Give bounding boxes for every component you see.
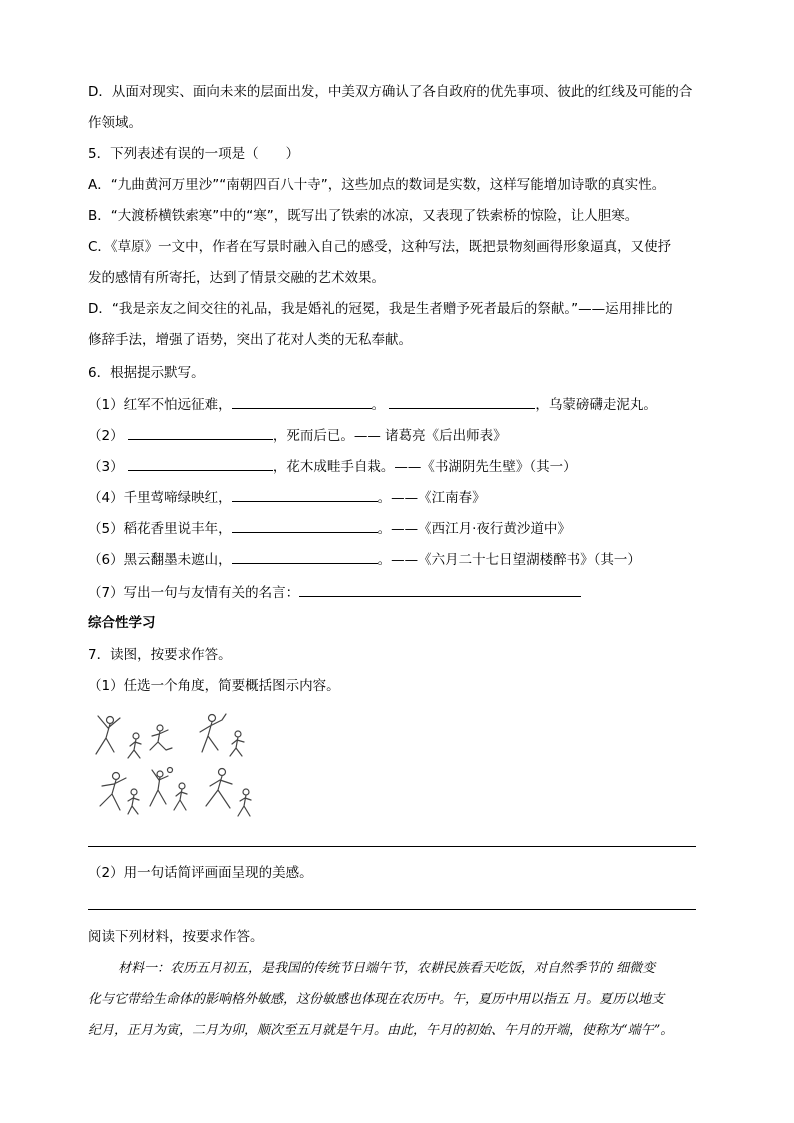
q6-item-5-end: 。——《西江月·夜行黄沙道中》 (377, 521, 571, 537)
q6-item-5 (88, 519, 571, 538)
q6-item-1-end: ，乌蒙磅礴走泥丸。 (535, 397, 657, 413)
q6-item-1-mid: 。 (371, 397, 386, 413)
q6-item-6-prompt: （6）黑云翻墨未遮山， (88, 552, 232, 568)
q5-stem: 5．下列表述有误的一项是（ ） (88, 146, 300, 162)
q4-option-d-line1: D．从面对现实、面向未来的层面出发，中美双方确认了各自政府的优先事项、彼此的红线及可能的合 (88, 84, 693, 100)
q6-item-6-end: 。——《六月二十七日望湖楼醉书》（其一） (377, 552, 641, 568)
q5-option-a: A．“九曲黄河万里沙”“南朝四百八十寺”，这些加点的数词是实数，这样写能增加诗歌的真实性。 (88, 177, 666, 193)
q6-stem: 6．根据提示默写。 (88, 365, 205, 381)
answer-blank[interactable] (389, 395, 535, 409)
answer-line[interactable] (88, 846, 696, 847)
q6-item-3-number: （3） (88, 459, 124, 475)
q7-stem: 7．读图，按要求作答。 (88, 647, 232, 663)
material-1-line1: 材料一：农历五月初五，是我国的传统节日端午节，农耕民族看天吃饭，对自然季节的 细微变 (118, 961, 656, 976)
q6-item-4 (88, 488, 486, 507)
reading-stem: 阅读下列材料，按要求作答。 (88, 929, 264, 945)
q4-option-d-line2: 作领域。 (88, 115, 142, 131)
q6-item-2-number: （2） (88, 428, 124, 444)
q5-option-c-line2: 发的感情有所寄托，达到了情景交融的艺术效果。 (88, 270, 385, 286)
q5-option-b: B．“大渡桥横铁索寒”中的“寒”，既写出了铁索的冰凉，又表现了铁索桥的惊险，让人胆寒。 (88, 208, 639, 224)
material-1-line2: 化与它带给生命体的影响格外敏感，这份敏感也体现在农历中。午，夏历中用以指五 月。夏历以地支 (88, 992, 665, 1007)
q5-option-c-line1: C．《草原》一文中，作者在写景时融入自己的感受，这种写法，既把景物刻画得形象逼真，又使抒 (88, 239, 672, 255)
answer-blank[interactable] (128, 426, 273, 440)
q7-sub1: （1）任选一个角度，简要概括图示内容。 (88, 678, 340, 694)
q5-option-d-line1: D．“我是亲友之间交往的礼品，我是婚礼的冠冕，我是生者赠予死者最后的祭献。”——运用排比的 (88, 301, 673, 317)
answer-blank[interactable] (232, 519, 378, 533)
q6-item-6 (88, 550, 641, 569)
answer-blank[interactable] (128, 457, 273, 471)
q6-item-7-prompt: （7）写出一句与友情有关的名言： (88, 585, 300, 601)
q5-option-d-line2: 修辞手法，增强了语势，突出了花对人类的无私奉献。 (88, 332, 412, 348)
answer-blank[interactable] (299, 583, 581, 597)
answer-blank[interactable] (232, 550, 378, 564)
q6-item-2-end: ，死而后已。—— 诸葛亮《后出师表》 (272, 428, 507, 444)
q6-item-2 (88, 426, 507, 445)
q6-item-7 (88, 583, 581, 602)
answer-line[interactable] (88, 909, 696, 910)
section-title: 综合性学习 (88, 615, 156, 631)
q6-item-1 (88, 395, 657, 414)
sports-pictogram-icon (88, 706, 256, 826)
q6-item-3 (88, 457, 577, 476)
q6-item-5-prompt: （5）稻花香里说丰年， (88, 521, 232, 537)
answer-blank[interactable] (232, 488, 378, 502)
q7-sub2: （2）用一句话简评画面呈现的美感。 (88, 865, 313, 881)
q6-item-1-prompt: （1）红军不怕远征难， (88, 397, 232, 413)
answer-blank[interactable] (232, 395, 372, 409)
q6-item-3-end: ，花木成畦手自栽。——《书湖阴先生壁》（其一） (272, 459, 577, 475)
q6-item-4-prompt: （4）千里莺啼绿映红， (88, 490, 232, 506)
material-1-line3: 纪月，正月为寅，二月为卯，顺次至五月就是午月。由此，午月的初始、午月的开端，使称为“端午”。 (88, 1023, 674, 1038)
q6-item-4-end: 。——《江南春》 (377, 490, 486, 506)
